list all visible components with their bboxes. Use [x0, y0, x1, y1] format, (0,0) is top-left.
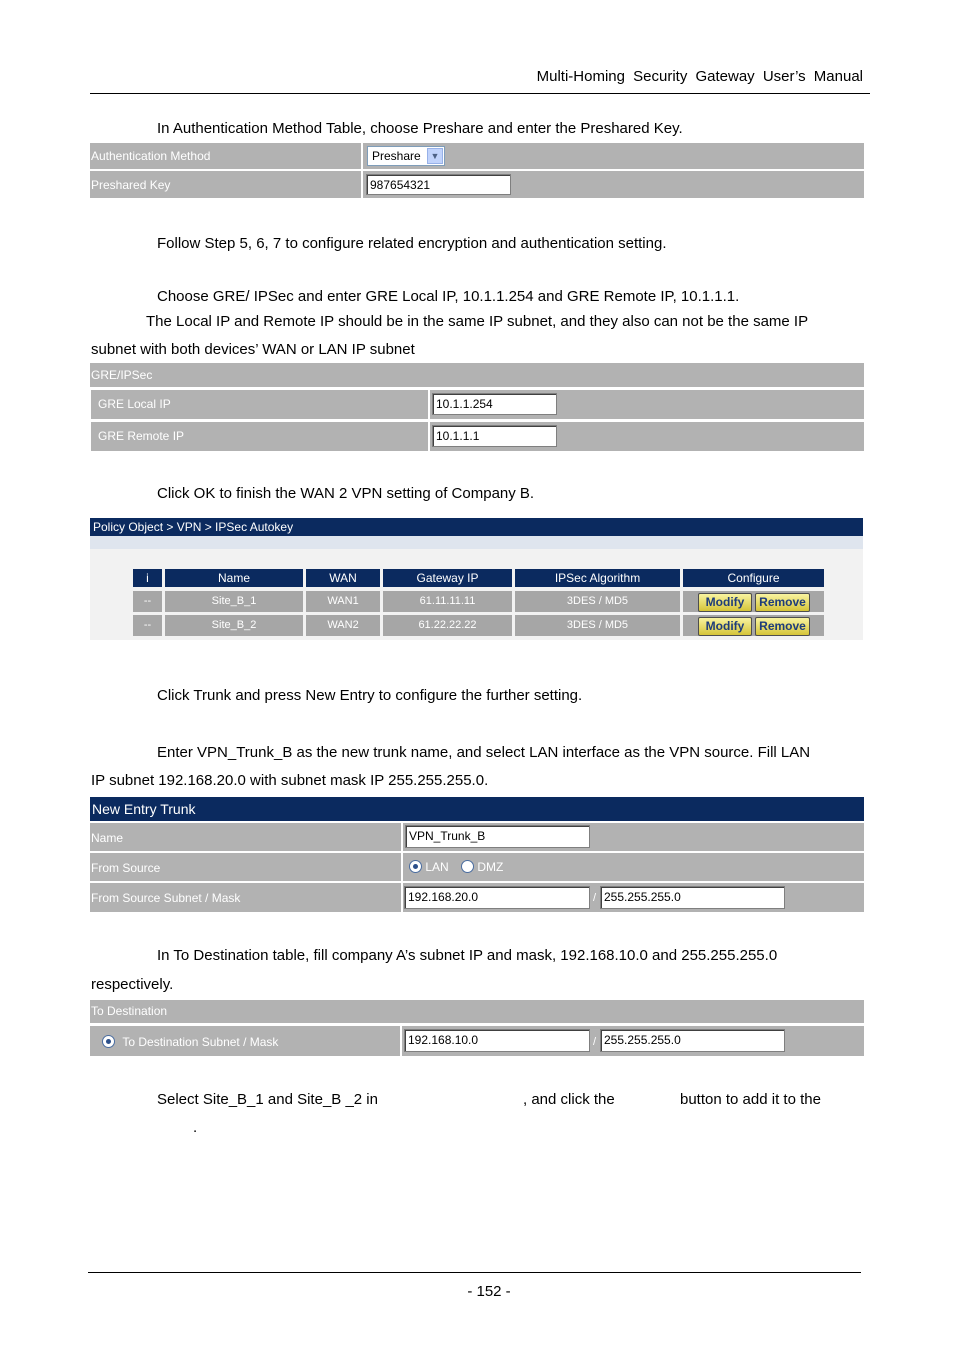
instruction-select-sites-1: Select Site_B_1 and Site_B _2 in	[157, 1091, 378, 1108]
row2-wan: WAN2	[306, 615, 380, 636]
row1-remove-button[interactable]: Remove	[755, 593, 810, 612]
destination-mask-input[interactable]: 255.255.255.0	[600, 1029, 785, 1052]
from-source-label: From Source	[91, 861, 161, 875]
col-header-name: Name	[165, 569, 303, 587]
page-number: - 152 -	[467, 1283, 511, 1300]
preshared-key-input[interactable]: 987654321	[366, 174, 511, 195]
new-entry-trunk-table	[90, 797, 864, 912]
row2-name: Site_B_2	[165, 615, 303, 636]
trunk-name-input[interactable]: VPN_Trunk_B	[405, 825, 590, 848]
source-dmz-label: DMZ	[477, 860, 504, 874]
destination-title-row	[90, 1000, 864, 1023]
radio-selected-icon[interactable]	[102, 1035, 115, 1048]
col-header-gateway: Gateway IP	[383, 569, 512, 587]
col-header-configure: Configure	[683, 569, 824, 587]
instruction-destination-1: In To Destination table, fill company A’s subnet IP and mask, 192.168.10.0 and 255.255.255.0	[157, 947, 778, 964]
preshared-key-row	[90, 171, 864, 198]
gre-ipsec-table	[90, 363, 864, 451]
gre-remote-label: GRE Remote IP	[98, 429, 185, 443]
instruction-select-sites-3: button to add it to the	[680, 1091, 821, 1108]
instruction-destination-2: respectively.	[91, 976, 174, 993]
note-line-1: The Local IP and Remote IP should be in the same IP subnet, and they also can not be the same IP	[146, 313, 809, 330]
row2-algorithm: 3DES / MD5	[515, 615, 680, 636]
source-dmz-option[interactable]	[461, 860, 503, 874]
col-header-algorithm: IPSec Algorithm	[515, 569, 680, 587]
instruction-preshare: In Authentication Method Table, choose Preshare and enter the Preshared Key.	[157, 120, 683, 137]
gre-local-row	[91, 390, 864, 419]
instruction-trunk: Click Trunk and press New Entry to configure the further setting.	[157, 687, 583, 704]
row1-name: Site_B_1	[165, 591, 303, 612]
instruction-select-sites-2: , and click the	[523, 1091, 615, 1108]
instruction-new-trunk-1: Enter VPN_Trunk_B as the new trunk name, and select LAN interface as the VPN source. Fill LAN	[157, 744, 811, 761]
auth-method-table	[90, 143, 864, 198]
source-lan-option[interactable]	[409, 860, 449, 874]
manual-header-title: Multi-Homing Security Gateway User’s Manual	[536, 68, 863, 85]
trunk-name-row	[90, 823, 864, 851]
gre-remote-input[interactable]: 10.1.1.1	[432, 425, 557, 447]
auth-method-select[interactable]	[367, 146, 445, 166]
header-rule	[90, 93, 870, 94]
row2-index: --	[133, 615, 162, 636]
instruction-click-ok: Click OK to finish the WAN 2 VPN setting of Company B.	[157, 485, 535, 502]
note-line-2: subnet with both devices’ WAN or LAN IP subnet	[91, 341, 415, 358]
auth-method-row	[90, 143, 864, 169]
to-destination-table	[90, 1000, 864, 1056]
col-header-wan: WAN	[306, 569, 380, 587]
breadcrumb: Policy Object > VPN > IPSec Autokey	[90, 518, 863, 536]
row1-index: --	[133, 591, 162, 612]
gre-title-row	[90, 363, 864, 387]
instruction-new-trunk-2: IP subnet 192.168.20.0 with subnet mask IP 255.255.255.0.	[91, 772, 489, 789]
from-source-subnet-row	[90, 883, 864, 912]
auth-method-label: Authentication Method	[91, 149, 211, 163]
row1-gateway: 61.11.11.11	[383, 591, 512, 612]
source-lan-label: LAN	[425, 860, 449, 874]
trunk-name-label: Name	[91, 831, 124, 845]
source-subnet-input[interactable]: 192.168.20.0	[404, 886, 590, 909]
radio-selected-icon[interactable]	[409, 860, 422, 873]
gre-remote-row	[91, 422, 864, 451]
from-source-subnet-label: From Source Subnet / Mask	[91, 891, 241, 905]
destination-separator: /	[593, 1036, 597, 1048]
row2-remove-button[interactable]: Remove	[755, 617, 810, 636]
gre-local-input[interactable]: 10.1.1.254	[432, 393, 557, 415]
chevron-down-icon[interactable]: ▼	[427, 148, 443, 164]
radio-unselected-icon[interactable]	[461, 860, 474, 873]
destination-subnet-row	[90, 1026, 864, 1056]
row1-algorithm: 3DES / MD5	[515, 591, 680, 612]
row1-modify-button[interactable]: Modify	[698, 593, 752, 612]
col-header-index: i	[133, 569, 162, 587]
row2-gateway: 61.22.22.22	[383, 615, 512, 636]
preshared-key-label: Preshared Key	[91, 178, 171, 192]
trunk-table-title: New Entry Trunk	[90, 797, 864, 821]
gre-table-title: GRE/IPSec	[91, 368, 153, 382]
destination-subnet-input[interactable]: 192.168.10.0	[404, 1029, 590, 1052]
ipsec-autokey-panel	[90, 518, 863, 640]
footer-rule	[88, 1272, 861, 1273]
instruction-gre: Choose GRE/ IPSec and enter GRE Local IP, 10.1.1.254 and GRE Remote IP, 10.1.1.1.	[157, 288, 740, 305]
breadcrumb-underbar	[90, 536, 863, 549]
source-mask-input[interactable]: 255.255.255.0	[600, 886, 785, 909]
instruction-follow-steps: Follow Step 5, 6, 7 to configure related encryption and authentication setting.	[157, 235, 667, 252]
gre-local-label: GRE Local IP	[98, 397, 171, 411]
row2-modify-button[interactable]: Modify	[698, 617, 752, 636]
auth-method-selected: Preshare	[372, 149, 421, 163]
from-source-row	[90, 853, 864, 881]
destination-subnet-option[interactable]	[102, 1035, 278, 1049]
destination-table-title: To Destination	[91, 1004, 168, 1018]
row1-wan: WAN1	[306, 591, 380, 612]
instruction-select-sites-4: .	[193, 1119, 198, 1136]
subnet-separator: /	[593, 892, 597, 904]
destination-subnet-label: To Destination Subnet / Mask	[122, 1035, 279, 1049]
